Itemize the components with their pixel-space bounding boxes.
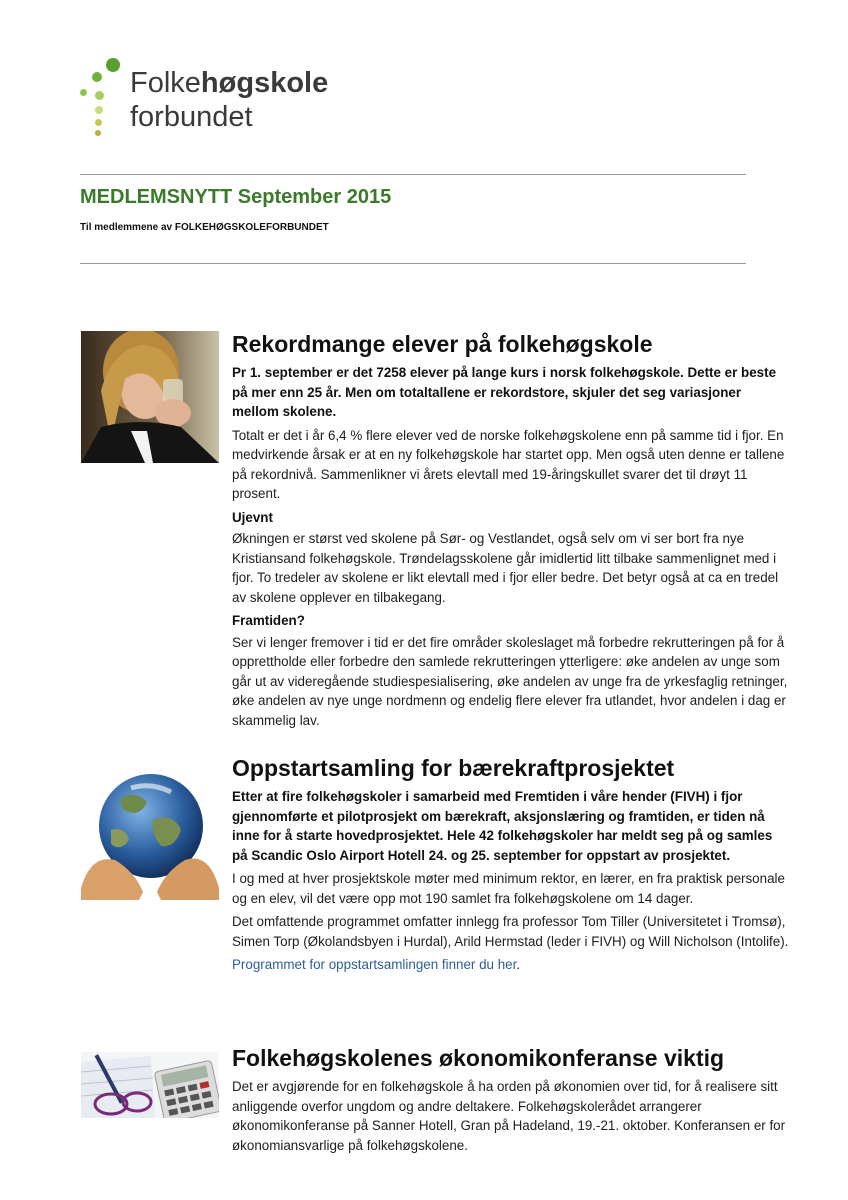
logo-line1-regular: Folke [130, 67, 201, 99]
article-paragraph: I og med at hver prosjektskole møter med minimum rektor, en lærer, en fra praktisk personale og en elev, vil det være opp mot 190 samlet fra folkehøgskolene om 14 dager. [232, 871, 785, 906]
article-title: Rekordmange elever på folkehøgskole [232, 331, 653, 357]
logo-dot [95, 119, 102, 126]
article-title: Oppstartsamling for bærekraftprosjektet [232, 755, 675, 781]
link-suffix: . [516, 957, 521, 972]
header-divider-bottom [80, 263, 746, 264]
article-rekordmange [232, 329, 790, 734]
logo-line1-bold: høgskole [200, 67, 329, 99]
article-paragraph: Totalt er det i år 6,4 % flere elever ved de norske folkehøgskolene enn på samme tid i fjor. En medvirkende årsak er at en ny folkehøgskole har startet opp. Men også uten denne er tallene på rekordnivå. Sammenlikner vi årets elevtall med 19-åringskullet svarer det til drøyt 11 prosent. [232, 427, 785, 501]
article-lead: Etter at fire folkehøgskoler i samarbeid med Fremtiden i våre hender (FIVH) i fjor gjennomførte et pilotprosjekt om bærekraft, aksjonslæring og framtiden, er tiden nå inne for å starte hovedprosjektet. Hele 42 folkehøgskoler har meldt seg på og samles på Scandic Oslo Airport Hotell 24. og 25. september for oppstart av prosjektet. [232, 789, 773, 863]
folkehogskoleforbundet-logo [80, 58, 380, 138]
article-subheading: Ujevnt [232, 509, 273, 525]
article-lead: Pr 1. september er det 7258 elever på lange kurs i norsk folkehøgskole. Dette er beste på mer enn 25 år. Men om totaltallene er rekordstore, skjuler det seg variasjoner mellom skolene. [232, 365, 777, 419]
logo-dot [95, 91, 104, 100]
newsletter-subtitle: Til medlemmene av FOLKEHØGSKOLEFORBUNDET [80, 222, 329, 233]
article-title: Folkehøgskolenes økonomikonferanse viktig [232, 1045, 725, 1071]
article-okonomikonferanse [232, 1043, 790, 1159]
logo-dot [92, 72, 102, 82]
article-link-paragraph [232, 955, 790, 975]
logo-line2: forbundet [130, 101, 253, 133]
logo-dot [95, 130, 101, 136]
article-paragraph: Det er avgjørende for en folkehøgskole å ha orden på økonomien over tid, for å realisere sitt anliggende overfor ungdom og andre deltakere. Folkehøgskolerådet arrangerer økonomikonferanse på Sanner Hotell, Gran på Hadeland, 19.-21. oktober. Konferansen er for økonomiansvarlige på folkehøgskolene. [232, 1079, 786, 1153]
globe-in-hands-image [81, 768, 219, 900]
newsletter-title: MEDLEMSNYTT September 2015 [80, 186, 392, 208]
logo-dot [106, 58, 120, 72]
article-paragraph: Ser vi lenger fremover i tid er det fire områder skoleslaget må forbedre rekrutteringen på for å opprettholde eller forbedre den samlede rekrutteringen ytterligere: øke andelen av unge som går ut av videregående studiespesialisering, øke andelen av unge fra de yrkesfaglig retninger, øke andelen av nye unge nordmenn og endelig flere elever fra utlandet, hvor andelen i dag er skammelig lav. [232, 634, 788, 728]
program-link[interactable]: Programmet for oppstartsamlingen finner du her [232, 957, 517, 972]
article-baerekraft [232, 753, 790, 979]
article-paragraph: Det omfattende programmet omfatter innlegg fra professor Tom Tiller (Universitetet i Tromsø), Simen Torp (Økolandsbyen i Hurdal), Arild Hermstad (leder i FIVH) og Will Nicholson (Intolife). [232, 914, 789, 949]
logo-dot [80, 89, 87, 96]
article-subheading: Framtiden? [232, 613, 305, 628]
student-drinking-photo [81, 331, 219, 463]
logo-dot [95, 106, 103, 114]
calculator-pen-photo [81, 1052, 219, 1118]
article-paragraph: Økningen er størst ved skolene på Sør- og Vestlandet, også selv om vi ser bort fra nye Kristiansand folkehøgskole. Trøndelagsskolene går imidlertid litt tilbake sammenlignet med i fjor. To tredeler av skolene er likt elevtall med i fjor eller bedre. Det betyr også at ca en tredel av skolene opplever en tilbakegang. [232, 531, 779, 605]
logo-wordmark [130, 66, 328, 134]
header-divider-top [80, 174, 746, 175]
